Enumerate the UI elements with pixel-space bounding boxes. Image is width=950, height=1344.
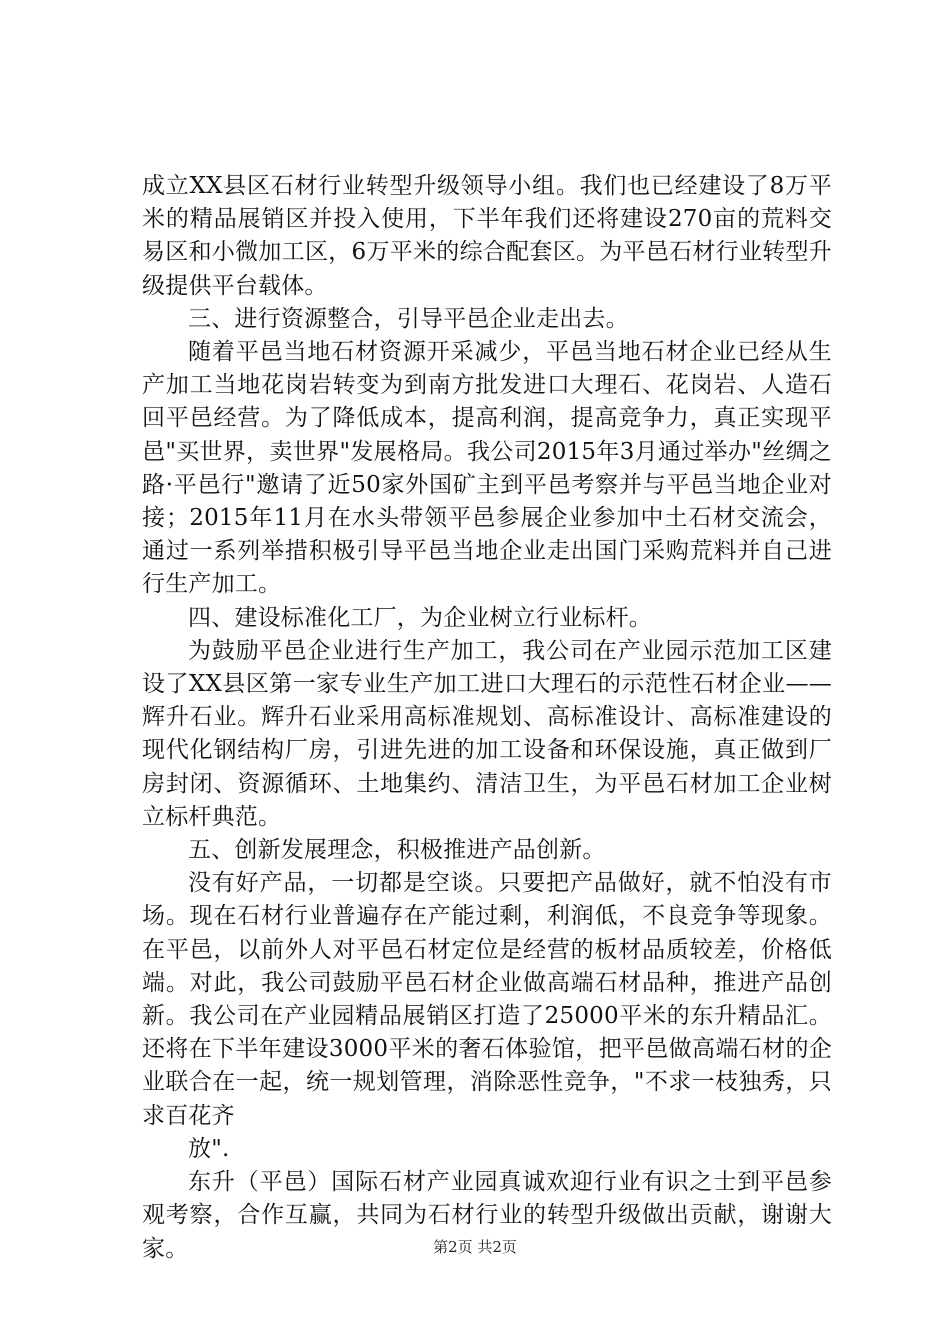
paragraph-fragment: 放". bbox=[188, 1135, 230, 1162]
paragraph-closing: 东升（平邑）国际石材产业园真诚欢迎行业有识之士到平邑参观考察，合作互赢，共同为石材行业的转型升级做出贡献，谢谢大家。 bbox=[142, 1169, 832, 1262]
section-heading-5: 五、创新发展理念，积极推进产品创新。 bbox=[188, 837, 606, 864]
document-body bbox=[142, 170, 832, 1266]
section-heading-3: 三、进行资源整合，引导平邑企业走出去。 bbox=[188, 305, 629, 332]
paragraph-standard-factory: 为鼓励平邑企业进行生产加工，我公司在产业园示范加工区建设了XX县区第一家专业生产加工进口大理石的示范性石材企业——辉升石业。辉升石业采用高标准规划、高标准设计、高标准建设的现代化钢结构厂房，引进先进的加工设备和环保设施，真正做到厂房封闭、资源循环、土地集约、清洁卫生，为平邑石材加工企业树立标杆典范。 bbox=[142, 637, 832, 830]
page-number-label: 第2页 共2页 bbox=[433, 1238, 517, 1256]
section-heading-4: 四、建设标准化工厂，为企业树立行业标杆。 bbox=[188, 604, 652, 631]
paragraph-product-innovation: 没有好产品，一切都是空谈。只要把产品做好，就不怕没有市场。现在石材行业普遍存在产能过剩，利润低，不良竞争等现象。在平邑，以前外人对平邑石材定位是经营的板材品质较差，价格低端。对此，我公司鼓励平邑石材企业做高端石材品种，推进产品创新。我公司在产业园精品展销区打造了25000平米的东升精品汇。还将在下半年建设3000平米的奢石体验馆，把平邑做高端石材的企业联合在一起，统一规划管理，消除恶性竞争，"不求一枝独秀，只求百花齐 bbox=[142, 870, 832, 1129]
page-footer bbox=[0, 1237, 950, 1257]
paragraph-continuation: 成立XX县区石材行业转型升级领导小组。我们也已经建设了8万平米的精品展销区并投入使用，下半年我们还将建设270亩的荒料交易区和小微加工区，6万平米的综合配套区。为平邑石材行业转型升级提供平台载体。 bbox=[142, 173, 832, 299]
paragraph-resource-integration: 随着平邑当地石材资源开采减少，平邑当地石材企业已经从生产加工当地花岗岩转变为到南方批发进口大理石、花岗岩、人造石回平邑经营。为了降低成本，提高利润，提高竞争力，真正实现平邑"买世界，卖世界"发展格局。我公司2015年3月通过举办"丝绸之路·平邑行"邀请了近50家外国矿主到平邑考察并与平邑当地企业对接；2015年11月在水头带领平邑参展企业参加中土石材交流会，通过一系列举措积极引导平邑当地企业走出国门采购荒料并自己进行生产加工。 bbox=[142, 339, 832, 598]
